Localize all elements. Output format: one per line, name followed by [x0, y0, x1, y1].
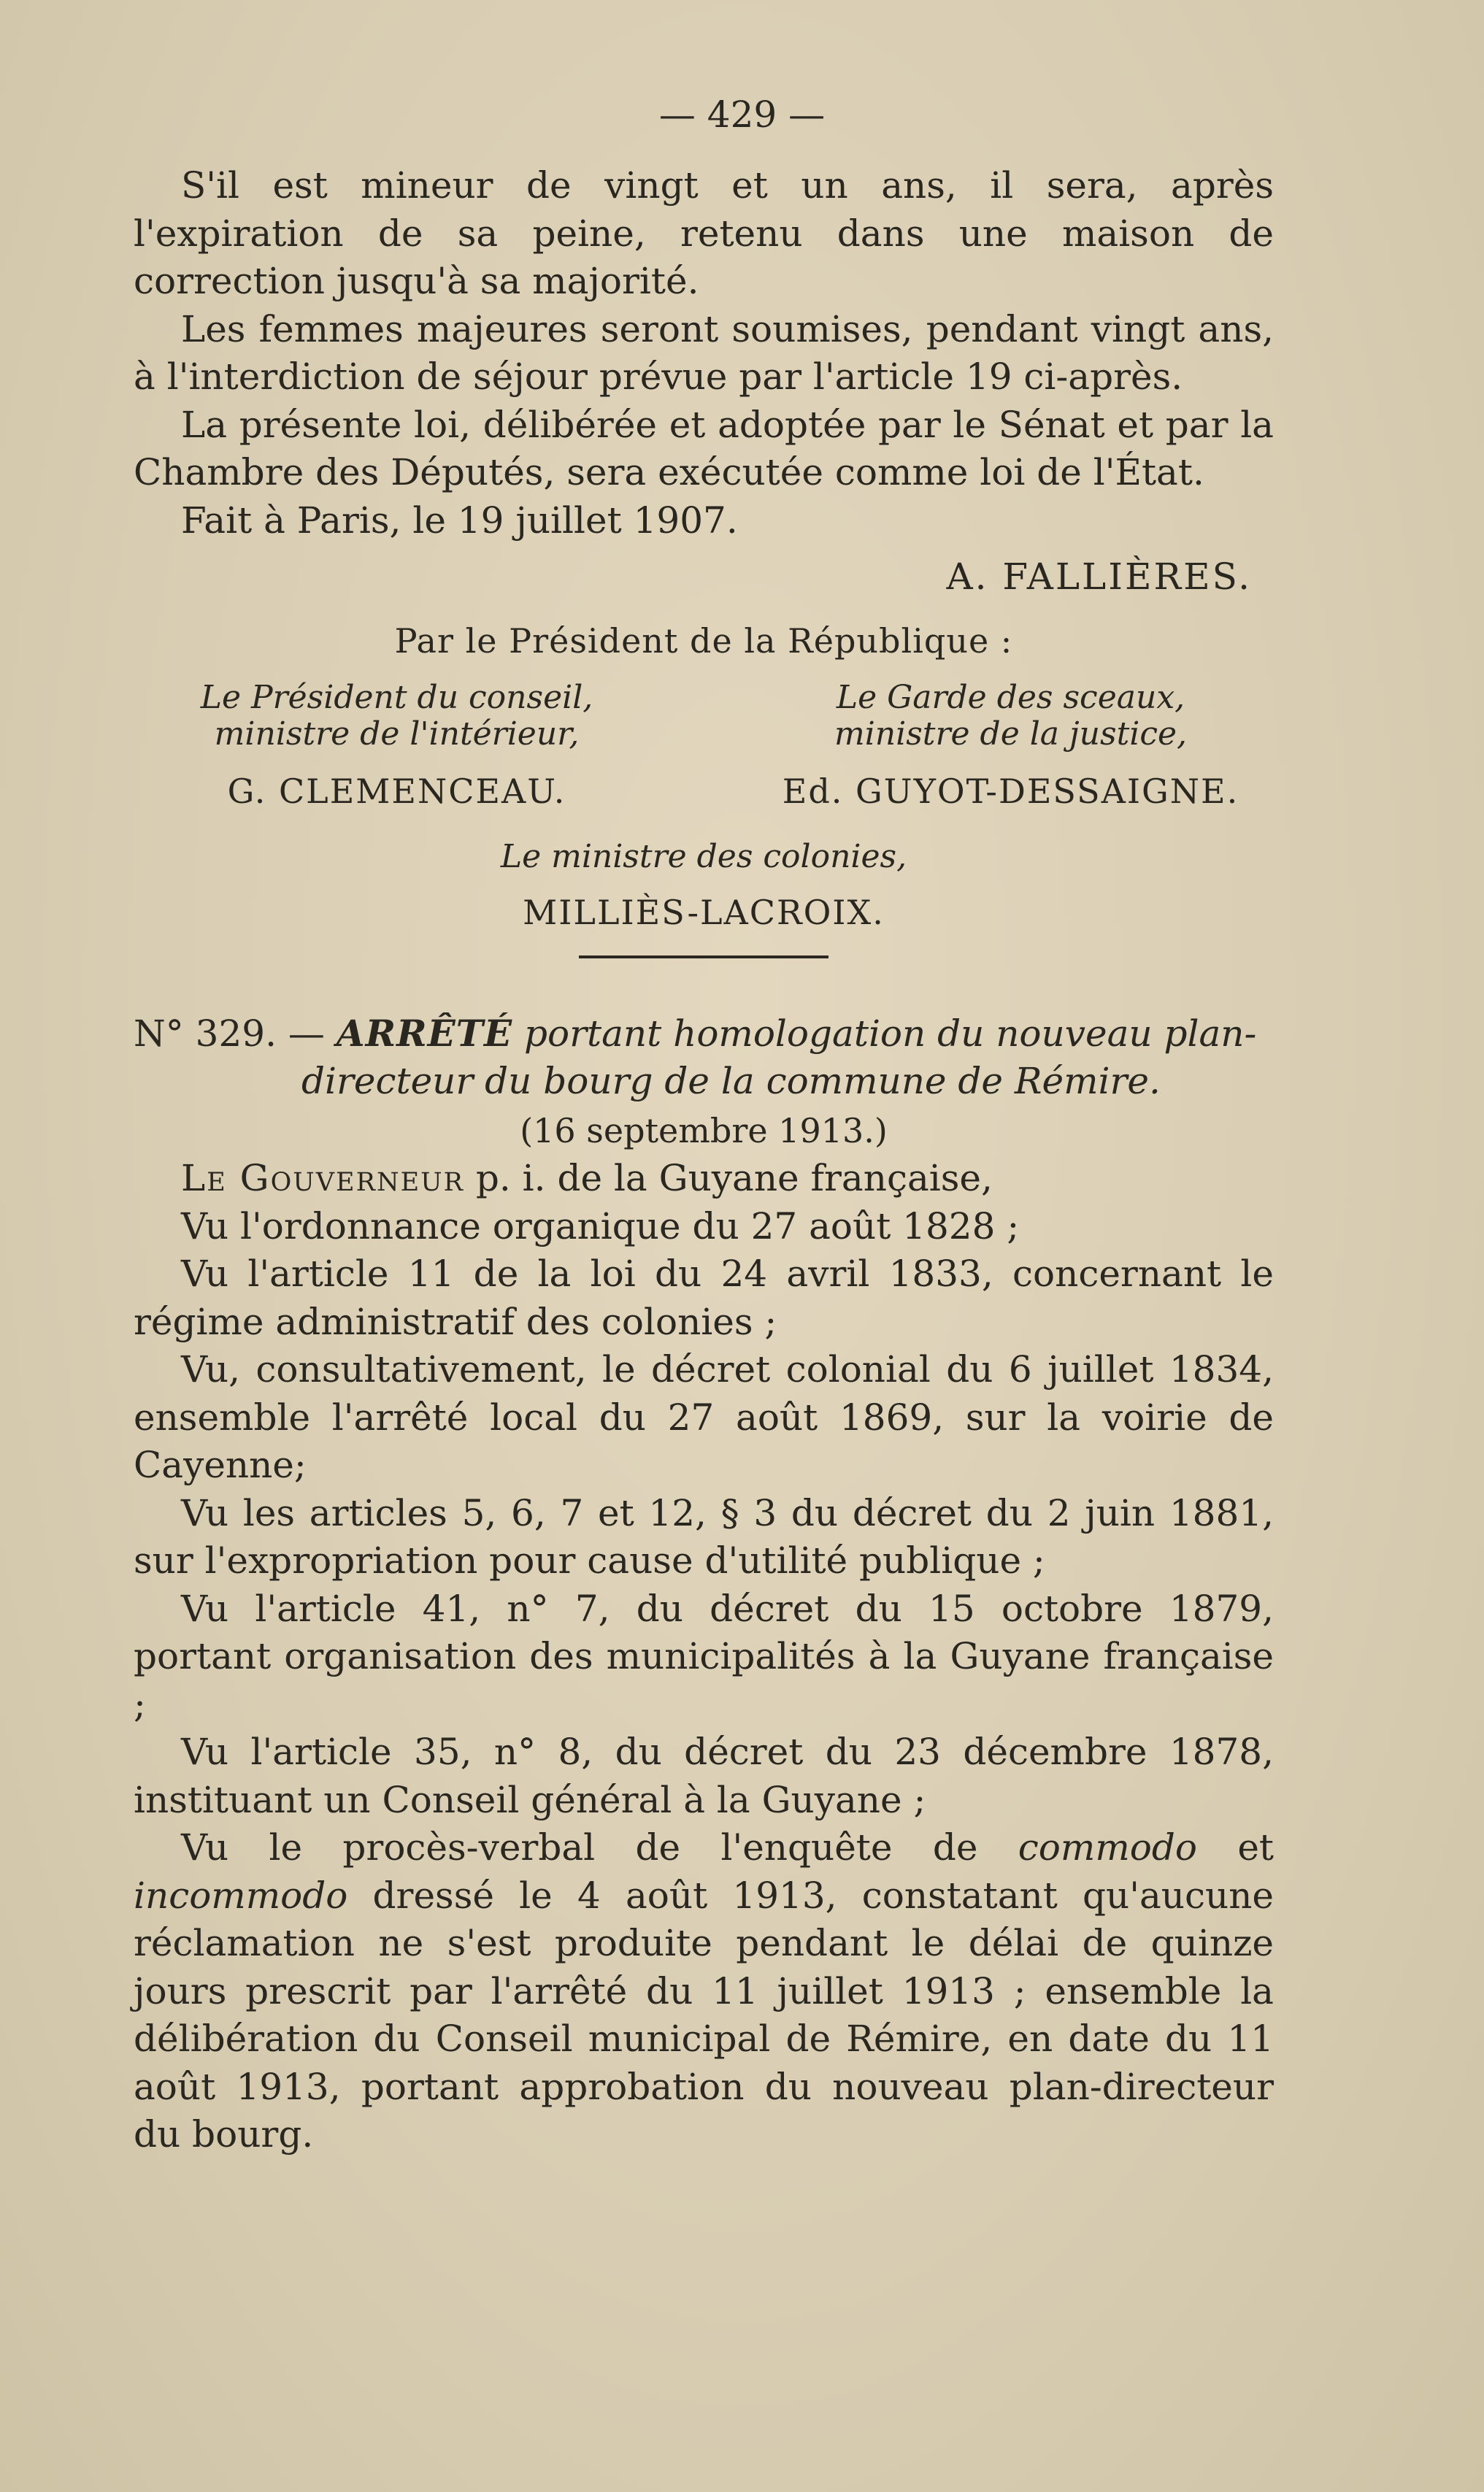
signature-name: MILLIÈS-LACROIX.	[523, 893, 885, 932]
signature-role-line: Le Garde des sceaux,	[836, 679, 1185, 716]
paragraph-presente-loi: La présente loi, délibérée et adoptée par le Sénat et par la Chambre des Députés, sera exécutée comme loi de l'État.	[134, 403, 1274, 493]
visa-commodo: commodo	[1018, 1826, 1197, 1869]
signature-name: G. CLEMENCEAU.	[227, 772, 566, 811]
visa-paragraph: Vu l'article 35, n° 8, du décret du 23 décembre 1878, instituant un Conseil général à la Guyane ;	[134, 1731, 1274, 1821]
visa-paragraph-enquete	[134, 1824, 1274, 2159]
visa-paragraph: Vu, consultativement, le décret colonial du 6 juillet 1834, ensemble l'arrêté local du 27 août 1869, sur la voirie de Cayenne;	[134, 1348, 1274, 1486]
visa-paragraph: Vu l'ordonnance organique du 27 août 1828 ;	[181, 1204, 1020, 1247]
visa-paragraph: Vu les articles 5, 6, 7 et 12, § 3 du décret du 2 juin 1881, sur l'expropriation pour cause d'utilité publique ;	[134, 1491, 1274, 1582]
arrete-heading-line2: directeur du bourg de la commune de Rémire.	[301, 1060, 1161, 1102]
par-le-president: Par le Président de la République :	[394, 620, 1013, 661]
gouverneur-line	[134, 1155, 1274, 1203]
visa-text: et	[1196, 1826, 1275, 1869]
fait-a-paris: Fait à Paris, le 19 juillet 1907.	[181, 499, 738, 542]
section-divider	[579, 955, 828, 958]
visa-text: dressé le 4 août 1913, constatant qu'aucune réclamation ne s'est produite pendant le délai de quinze jours prescrit par l'arrêté du 11 juillet 1913 ; ensemble la délibération du Conseil municipal de Rémire, en date du 11 août 1913, portant approbation du nouveau plan-directeur du bourg.	[134, 1874, 1274, 2155]
signature-garde-des-sceaux	[704, 680, 1274, 809]
signature-president-conseil	[134, 680, 704, 809]
gouverneur-title: Le Gouverneur	[181, 1157, 464, 1199]
signatory-fallieres: A. FALLIÈRES.	[946, 555, 1252, 598]
visa-paragraph: Vu l'article 11 de la loi du 24 avril 1833, concernant le régime administratif des colonies ;	[134, 1253, 1274, 1343]
visa-paragraph: Vu l'article 41, n° 7, du décret du 15 octobre 1879, portant organisation des municipalités à la Guyane française ;	[134, 1587, 1274, 1726]
visa-text: Vu le procès-verbal de l'enquête de	[181, 1826, 1018, 1869]
signature-row	[134, 680, 1274, 809]
paragraph-mineur: S'il est mineur de vingt et un ans, il sera, après l'expiration de sa peine, retenu dans une maison de correction jusqu'à sa majorité.	[134, 164, 1274, 302]
paragraph-femmes: Les femmes majeures seront soumises, pendant vingt ans, à l'interdiction de séjour prévue par l'article 19 ci-après.	[134, 307, 1274, 398]
arrete-heading-text: portant homologation du nouveau plan-	[524, 1012, 1257, 1055]
arrete-heading	[134, 1010, 1274, 1058]
signature-role-line: Le ministre des colonies,	[500, 838, 907, 875]
signature-role-line: ministre de l'intérieur,	[214, 715, 580, 753]
body-text	[134, 162, 1274, 2159]
signature-role-line: ministre de la justice,	[834, 715, 1187, 753]
gouverneur-rest: p. i. de la Guyane française,	[464, 1157, 993, 1199]
arrete-date: (16 septembre 1913.)	[520, 1110, 888, 1150]
arrete-number: N° 329. —	[134, 1012, 325, 1055]
page-number: — 429 —	[658, 93, 826, 136]
visa-incommodo: incommodo	[134, 1874, 348, 1917]
arrete-title: ARRÊTÉ	[336, 1012, 513, 1055]
signature-name: Ed. GUYOT-DESSAIGNE.	[782, 772, 1239, 811]
signature-ministre-colonies	[134, 839, 1274, 931]
signature-role-line: Le Président du conseil,	[200, 679, 593, 716]
